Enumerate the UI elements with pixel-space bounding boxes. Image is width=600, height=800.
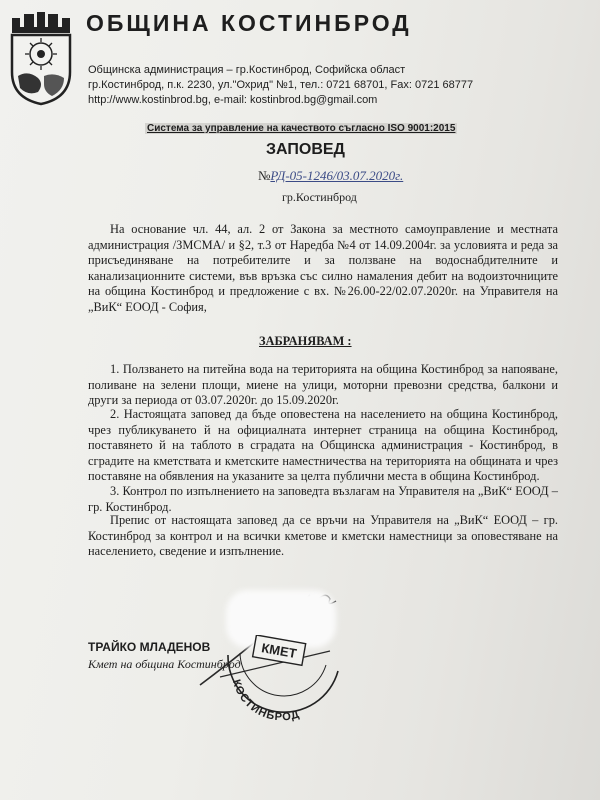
order-item-2: 2. Настоящата заповед да бъде оповестена на населението на община Костинброд, чрез публикуването й на официалната интернет страница на община Костинброд, поставянето й на таблото в сградата на Общинска администрация - Костинброд, в сградите на кметствата и кметските наместничества на територията на общината и чрез поставяне на обявления на указаните за целта публични места в община Костинброд. bbox=[88, 407, 558, 483]
mayor-title: Кмет на община Костинброд bbox=[88, 657, 241, 671]
order-number bbox=[258, 168, 403, 184]
iso-certification-line: Система за управление на качеството съгласно ISO 9001:2015 bbox=[147, 123, 456, 134]
document-city: гр.Костинброд bbox=[282, 190, 357, 204]
intro-paragraph: На основание чл. 44, ал. 2 от Закона за местното самоуправление и местната администрация /ЗМСМА/ и §2, т.3 от Наредба №4 от 14.09.2004г. за условията и реда за присъединяване на потребителите и за ползване на водоснабдителните и канализационните системи, във връзка със силно намаления дебит на водоизточниците на община Костинброд и предложение с вх. №26.00-22/02.07.2020г. на Управителя на „ВиК“ ЕООД - София, bbox=[88, 222, 558, 314]
stamp-bottom-text: КОСТИНБРОД bbox=[229, 678, 302, 724]
official-stamp bbox=[220, 635, 340, 725]
contact-phones: гр.Костинброд, п.к. 2230, ул."Охрид" №1, тел.: 0721 68701, Fax: 0721 68777 bbox=[88, 79, 474, 91]
document-title: ЗАПОВЕД bbox=[266, 141, 345, 158]
order-item-3: 3. Контрол по изпълнението на заповедта възлагам на Управителя на „ВиК“ ЕООД – гр. Костинброд. bbox=[88, 484, 558, 514]
coat-of-arms-logo bbox=[8, 10, 74, 106]
number-sign: № bbox=[258, 168, 271, 183]
handwritten-order-number: РД-05-1246/03.07.2020г. bbox=[270, 168, 404, 183]
order-item-1: 1. Ползването на питейна вода на територията на община Костинброд за напояване, поливане на зелени площи, миене на улици, моторни превозни средства, балкони и други за периода от 03.07.2020г. до 15.09.2020г. bbox=[88, 362, 558, 407]
forbid-heading: ЗАБРАНЯВАМ : bbox=[259, 334, 352, 348]
contact-web-email: http://www.kostinbrod.bg, e-mail: kostinbrod.bg@gmail.com bbox=[88, 94, 378, 106]
organization-name: ОБЩИНА КОСТИНБРОД bbox=[86, 10, 412, 36]
mayor-name: ТРАЙКО МЛАДЕНОВ bbox=[88, 640, 211, 654]
contact-address: Общинска администрация – гр.Костинброд, Софийска област bbox=[88, 64, 406, 76]
closing-paragraph: Препис от настоящата заповед да се връчи на Управителя на „ВиК“ ЕООД – гр. Костинброд за контрол и на всички кметове и кметски наместници за оповестяване на населението, сведение и изпълнение. bbox=[88, 513, 558, 558]
stamp-top-text: КМЕТ bbox=[260, 640, 298, 662]
contact-block bbox=[88, 63, 473, 108]
